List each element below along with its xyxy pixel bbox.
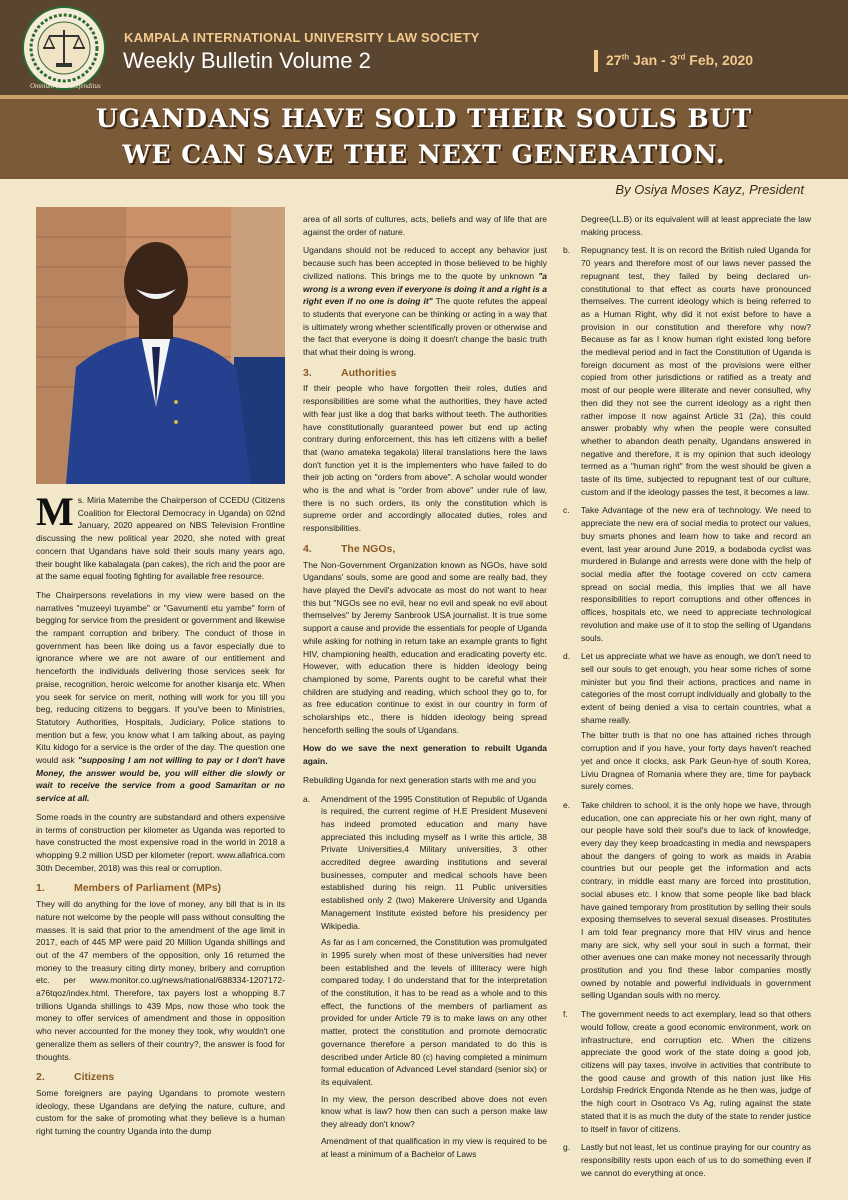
paragraph: The Chairpersons revelations in my view were based on the narratives "muzeeyi tuyambe" or "Gavumenti etu yambe" form of begging for service from the president or government and likewise the rampant corruption and bribery. The conduct of those in government has been like doing us a favor especially due to ignorance where we are not aware of our entitlement and henceforth the individuals delivering those services seek for praise, recognition, heroic welcome for another kisanja etc. When you seek for service on merit, nothing will work for you till you beg, reducing citizens to beggars. If you've been to Ministries, Statutory Authorities, Hospitals, Judiciary, Police stations to mention but a few, you know what I am talking about, as paying Kitu kidogo for a service is the order of the day. The question one would ask "supposing I am not willing to pay or I don't have Money, the answer would be, you will either die slowly or wait to receive the service from a good Samaritan or no service at all. xyxy=(36,589,285,804)
drop-cap: M xyxy=(36,489,74,534)
section-heading-mps: 1. Members of Parliament (MPs) xyxy=(36,882,222,895)
bulletin-volume: Weekly Bulletin Volume 2 xyxy=(123,48,371,73)
article-column-3 xyxy=(563,213,811,1185)
sub-question: How do we save the next generation to rebuilt Uganda again. xyxy=(303,743,547,767)
list-item-c: c. Take Advantage of the new era of technology. We need to appreciate the new era of social media to protect our values, buy smarts phones and learn how to take and record an event, last year around June 2019, a bodaboda cyclist was murdered in Bulange and arrests were done with the help of social media after the footage covered on cctv camera spread on social media, this implies that we all have responsibilities to report corruptions and other offences in offices, hospitals etc, we need to appreciate technological revolution and make use of it to stop the selling of Ugandans souls. xyxy=(563,505,811,643)
list-item-a: a. Amendment of the 1995 Constitution of Republic of Uganda is required, the current regime of H.E President Museveni has indeed promoted education and many have appreciated this including myself as I write this article, 38 Private Universities,4 Military universities, 3 other accredited degree awarding institutions and several businesses, computer and medical schools have been established during his reign. 11 Public universities established only 2 (two) Makerere University and Uganda Management Institute existed before his presidency per Wikipedia. As far as I am concerned, the Constitution was promulgated in 1995 surely when most of these universities had never been established and the levels of illiteracy were high compared today. I do understand that for the interpretation of the constitution, it has to be read as a whole and to this effect, the functions of the members of parliament as provided for under Article 79 is to make laws on any other matter, protect the constitution and promote democratic governance therefore a person mandated to do this is described under Article 80 (c) having completed a minimum formal education of Advanced Level standard (senior six) or its equivalent. In my view, the person described above does not even know what is law? how then can such a person make law they already don't know? Amendment of that qualification in my view is required to be at least a minimum of a Bachelor of Laws xyxy=(303,793,547,1159)
section-heading-citizens: 2. Citizens xyxy=(36,1071,115,1084)
intro-paragraph: Ms. Miria Matembe the Chairperson of CCEDU (Citizens Coalition for Electoral Democracy in Uganda) on 02nd January, 2020 appeared on NBS Television Frontline discussing the new political year 2020, she noted with great concern that Ugandans have sold their souls many years ago, their bought like kabalagala (pan cakes), the rich and the poor are at the same equal footing fighting for available free resource. xyxy=(36,489,285,582)
list-item-f: f. The government needs to act exemplary, lead so that others would follow, create a good economic environment, work on infrastructure, end corruption etc. When the citizens appreciate the good work of the state doing a good job, citizens will pay taxes, involve in activities that contribute to the good cause and growth of this nation just like His Lordship Fredrick Engonda Ntende as he then was, judge of the high court in Osotraco Vs Ag, ruling against the state stated that it is as much the duty of the state to render justice to itself in favor of citizens. xyxy=(563,1009,811,1134)
paragraph: Some foreigners are paying Ugandans to promote western ideology, these Ugandans are defying the nature, culture, and custom for the sake of promoting what they believe is a human right turning the country Uganda into the dump xyxy=(36,1087,285,1137)
paragraph: area of all sorts of cultures, acts, beliefs and way of life that are against the order of nature. xyxy=(303,214,547,237)
paragraph: Some roads in the country are substandard and others expensive in terms of construction per kilometer as Uganda was reported to have constructed the most expensive road in the world in 2018 a whopping 9.2 million USD per kilometer (report. www.allafrica.com 30th December, 2018) was this real or corruption. xyxy=(36,811,285,873)
masthead xyxy=(0,0,848,95)
law-society-logo xyxy=(22,6,106,90)
list-item-d: d. Let us appreciate what we have as enough, we don't need to sell our souls to get enough, you hear some riches of some minister but you find their actions, practices and name in categories of the most corrupt individually and globally to the extent of being denied a visa to certain countries, what a shame really. The bitter truth is that no one has attained riches through corruption and if you have, your forty days haven't reached yet and once it clocks, ask Park Geun-hye of south Korea, Liviu Dragnea of Romania where they are, time for payback surely comes. xyxy=(563,651,811,792)
author-photo xyxy=(36,207,285,484)
section-heading-authorities: 3. Authorities xyxy=(303,366,397,379)
logo-motto: Omnium Jura Defenditus xyxy=(30,82,101,90)
article-column-2 xyxy=(303,213,547,1166)
date-accent-bar xyxy=(594,50,598,72)
paragraph: Degree(LL.B) or its equivalent will at least appreciate the law making process. xyxy=(581,214,811,237)
headline-line-2: WE CAN SAVE THE NEXT GENERATION. xyxy=(122,140,726,169)
paragraph: Rebuilding Uganda for next generation starts with me and you xyxy=(303,774,536,785)
scales-of-justice-icon xyxy=(24,8,104,88)
society-name: KAMPALA INTERNATIONAL UNIVERSITY LAW SOCIETY xyxy=(124,30,480,45)
list-item-b: b. Repugnancy test. It is on record the British ruled Uganda for 70 years and therefore most of our laws never passed the repugnant test, they failed by being declared un-constitutional to that effect as courts have pronounced themselves. The current ideology which is being referred to as a Human Right, why did it not exist before to have a provision in our constitution and therefore why now? Because as far as I know human right existed long before the medieval period and in fact the Constitution of Uganda is foreign document as most of the provisions were either copied from other jurisdictions or ratified as a treaty and most of our people were illiterate and never consulted, why then did they not see the current ideology as a right then rather impose it now against Article 31 (2a), this could answer probably why when the people were consulted whether to abandon death penalty, Ugandans answered in negative and therefore, it is my opinion that such ideology termed as a "human right" from the west should be given a taste of its time, subjected to repugnant test of our culture, custom and if the ideology passes the test, it becomes a law. xyxy=(563,245,811,497)
section-heading-ngos: 4. The NGOs, xyxy=(303,542,396,555)
paragraph: Ugandans should not be reduced to accept any behavior just because such has been accepted in those believed to be highly civilized nations. This brings me to the quote by unknown "a wrong is a wrong even if everyone is doing it and a right is a right even if no one is doing it" The quote refutes the appeal to students that everyone can be thinking or acting in a way that is ultimately wrong whether scientifically proven or otherwise and the fact that everyone is doing it doesn't change the basic truth that what their doing is wrong. xyxy=(303,245,547,358)
author-byline: By Osiya Moses Kayz, President xyxy=(615,182,804,197)
paragraph: The Non-Government Organization known as NGOs, have sold Ugandans' souls, some are good and some are really bad, they have played the Devil's advocate as most do not want to hear this but "NGOs see no evil, hear no evil and speak no evil about themselves" by Jeremy Sanbrook USA journalist. It is true some support a cause and provide the essentials for people of Uganda while asking for nothing in return take an example grants to fight HIV, championing health, education and eradicating poverty etc. However, with education there is hidden ideology being championed by some, Parents ought to be careful what their children are studying and reading, which school they go to, for as free education continue to exist in our country in form of scholarships etc., there is hidden ideology being spread henceforth selling the souls of Ugandans. xyxy=(303,559,547,735)
bulletin-date: 27th Jan - 3rd Feb, 2020 xyxy=(606,52,754,68)
article-column-1 xyxy=(36,489,285,1144)
paragraph: They will do anything for the love of money, any bill that is in its nature not welcome by the people will pass without consulting the masses. It is said that prior to the amendment of the age limit in 2017, each of 445 MP were paid 20 Million Uganda shillings and out of the 47 members of the opposition, only 16 returned the money to the treasury citing dirty money, bribery and corruption etc. per www.monitor.co.ug/news/national/688334-1207172-a76tqoz/index.html. Therefore, tax payers lost a whopping 8.7 trillions Uganda shillings to 439 Mps, now those who took the money to offer services of amendment and those in opposition who never accounted for the money they took, why wouldn't one generalize them as sellers of their country?, the answer is food for thoughts. xyxy=(36,899,285,1062)
headline-line-1: UGANDANS HAVE SOLD THEIR SOULS BUT xyxy=(95,104,753,133)
list-item-e: e. Take children to school, it is the only hope we have, through education, one can appreciate his or her own right, many of our people have sold their soul's due to lack of knowledge, every day they keep broadcasting in media and newspapers about the dangers of going to work as maids in Arabia countries but our people get the information and acts contrary, in middle east many are forced into prostitution, social abuses etc. I know that some people like bad black have gained temporary from prostitution by selling their souls exposing themselves to several sexual diseases. Prostitutes I am told fear pregnancy more that HIV virus and hence many are sick, why sell your soul in such a format, their other avenues one can make money not necessarily through prostitution and you find these labor companies mostly owned by notable and powerful individuals in government selling Ugandan souls with no mercy. xyxy=(563,799,811,1001)
list-item-g: g. Lastly but not least, let us continue praying for our country as responsibility rests upon each of us to do something even if we cannot do everything at once. xyxy=(563,1142,811,1178)
paragraph: If their people who have forgotten their roles, duties and responsibilities are some what the authorities, they have acted with fear just like a dog that barks without teeth. The authorities have constitutionally guaranteed power but end up acting contrary during enforcement, this has left citizens with a belief that (wano amateka tegakola) literal translations here the laws don't function yet it is the implementers who have failed to do their job acting on "orders from above". A scholar would wonder who is the and what is "order from above" under rule of law, there is no such orders, its only the constitution which is supreme order and accordingly allocated duties, roles and responsibilities. xyxy=(303,383,547,534)
article-headline xyxy=(0,101,848,173)
